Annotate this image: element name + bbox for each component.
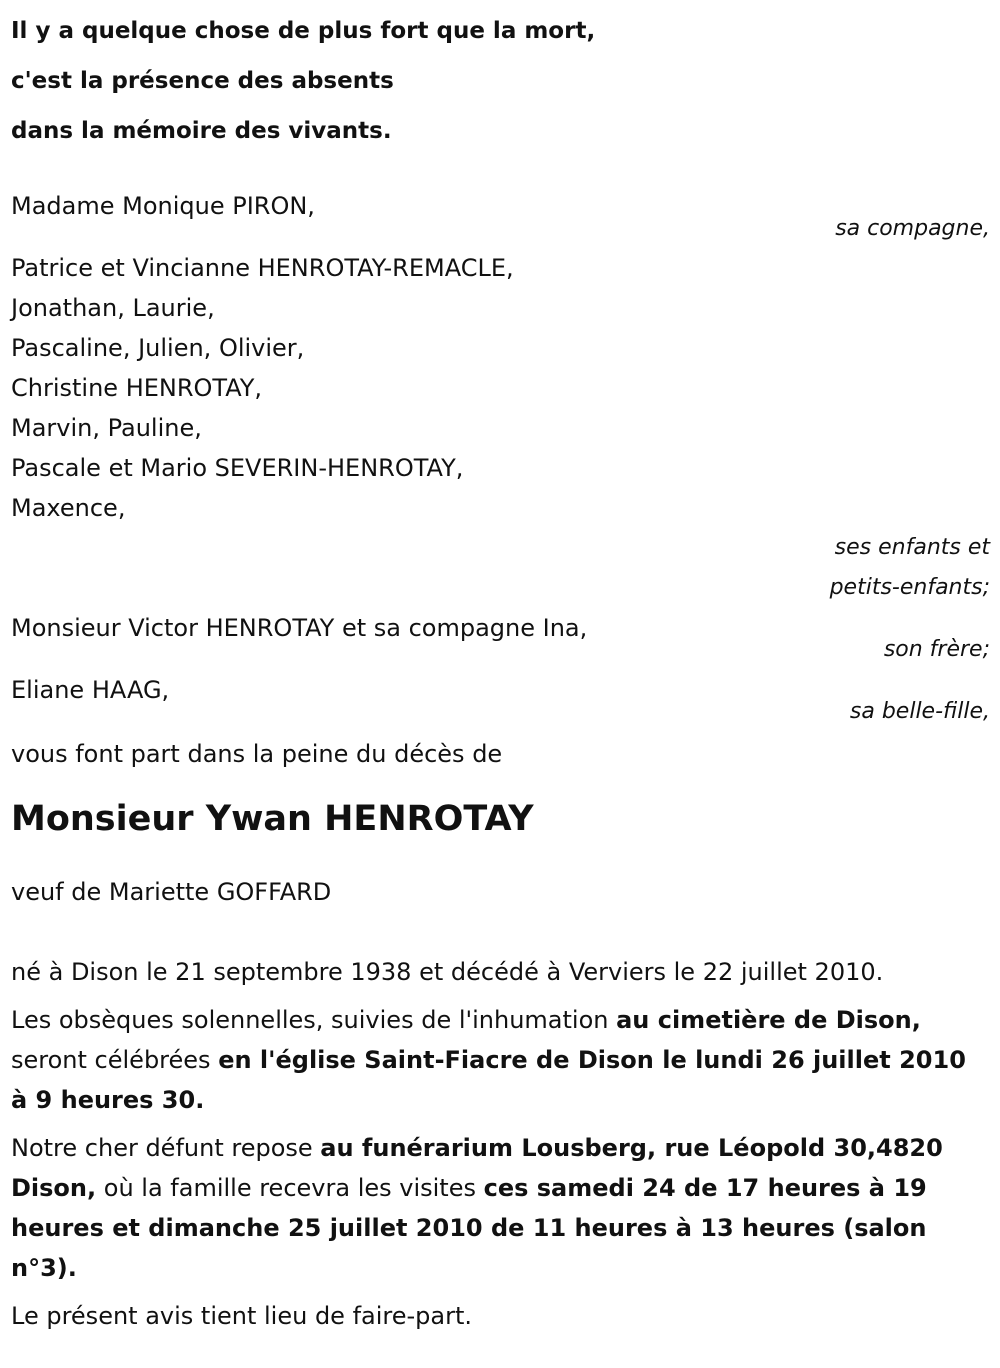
companion-entry (11, 186, 990, 248)
daughter-in-law-entry (11, 670, 990, 734)
companion-role: sa compagne, (835, 216, 990, 241)
visitation-location: au funérarium Lousberg, rue Léopold 30,4820 Dison, (11, 1134, 943, 1202)
funeral-details (11, 1000, 990, 1120)
brother-entry (11, 608, 990, 670)
children-entry (11, 248, 990, 608)
brother-name: Monsieur Victor HENROTAY et sa compagne Ina, (11, 614, 588, 642)
child-name-6: Pascale et Mario SEVERIN-HENROTAY, (11, 454, 464, 482)
child-name-1: Patrice et Vincianne HENROTAY-REMACLE, (11, 254, 514, 282)
closing-note: Le présent avis tient lieu de faire-part. (11, 1302, 473, 1330)
funeral-cemetery: au cimetière de Dison, (616, 1006, 921, 1034)
brother-role: son frère; (883, 637, 990, 662)
funeral-text-1: Les obsèques solennelles, suivies de l'inhumation (11, 1006, 617, 1034)
widower-of: veuf de Mariette GOFFARD (11, 878, 332, 906)
child-name-2: Jonathan, Laurie, (11, 294, 215, 322)
children-role-line-2: petits-enfants; (829, 575, 990, 600)
deceased-name: Monsieur Ywan HENROTAY (11, 799, 534, 839)
companion-name: Madame Monique PIRON, (11, 192, 315, 220)
daughter-in-law-role: sa belle-fille, (849, 699, 990, 724)
visitation-text-2: où la famille recevra les visites (96, 1174, 484, 1202)
child-name-3: Pascaline, Julien, Olivier, (11, 334, 305, 362)
visitation-text-1: Notre cher défunt repose (11, 1134, 321, 1162)
epigraph-quote (11, 0, 990, 156)
children-role-line-1: ses enfants et (834, 535, 990, 560)
daughter-in-law-name: Eliane HAAG, (11, 676, 170, 704)
visitation-details (11, 1128, 990, 1288)
announcement-text: vous font part dans la peine du décès de (11, 740, 503, 768)
birth-death-dates: né à Dison le 21 septembre 1938 et décédé à Verviers le 22 juillet 2010. (11, 958, 884, 986)
quote-line-3: dans la mémoire des vivants. (11, 118, 392, 144)
obituary-notice (11, 0, 990, 1336)
quote-line-1: Il y a quelque chose de plus fort que la mort, (11, 18, 596, 44)
child-name-7: Maxence, (11, 494, 126, 522)
funeral-church-date: en l'église Saint-Fiacre de Dison le lundi 26 juillet 2010 à 9 heures 30. (11, 1046, 966, 1114)
quote-line-2: c'est la présence des absents (11, 68, 394, 94)
child-name-5: Marvin, Pauline, (11, 414, 202, 442)
child-name-4: Christine HENROTAY, (11, 374, 263, 402)
visitation-times: ces samedi 24 de 17 heures à 19 heures et dimanche 25 juillet 2010 de 11 heures à 13 heures (salon n°3). (11, 1174, 927, 1282)
funeral-text-2: seront célébrées (11, 1046, 219, 1074)
